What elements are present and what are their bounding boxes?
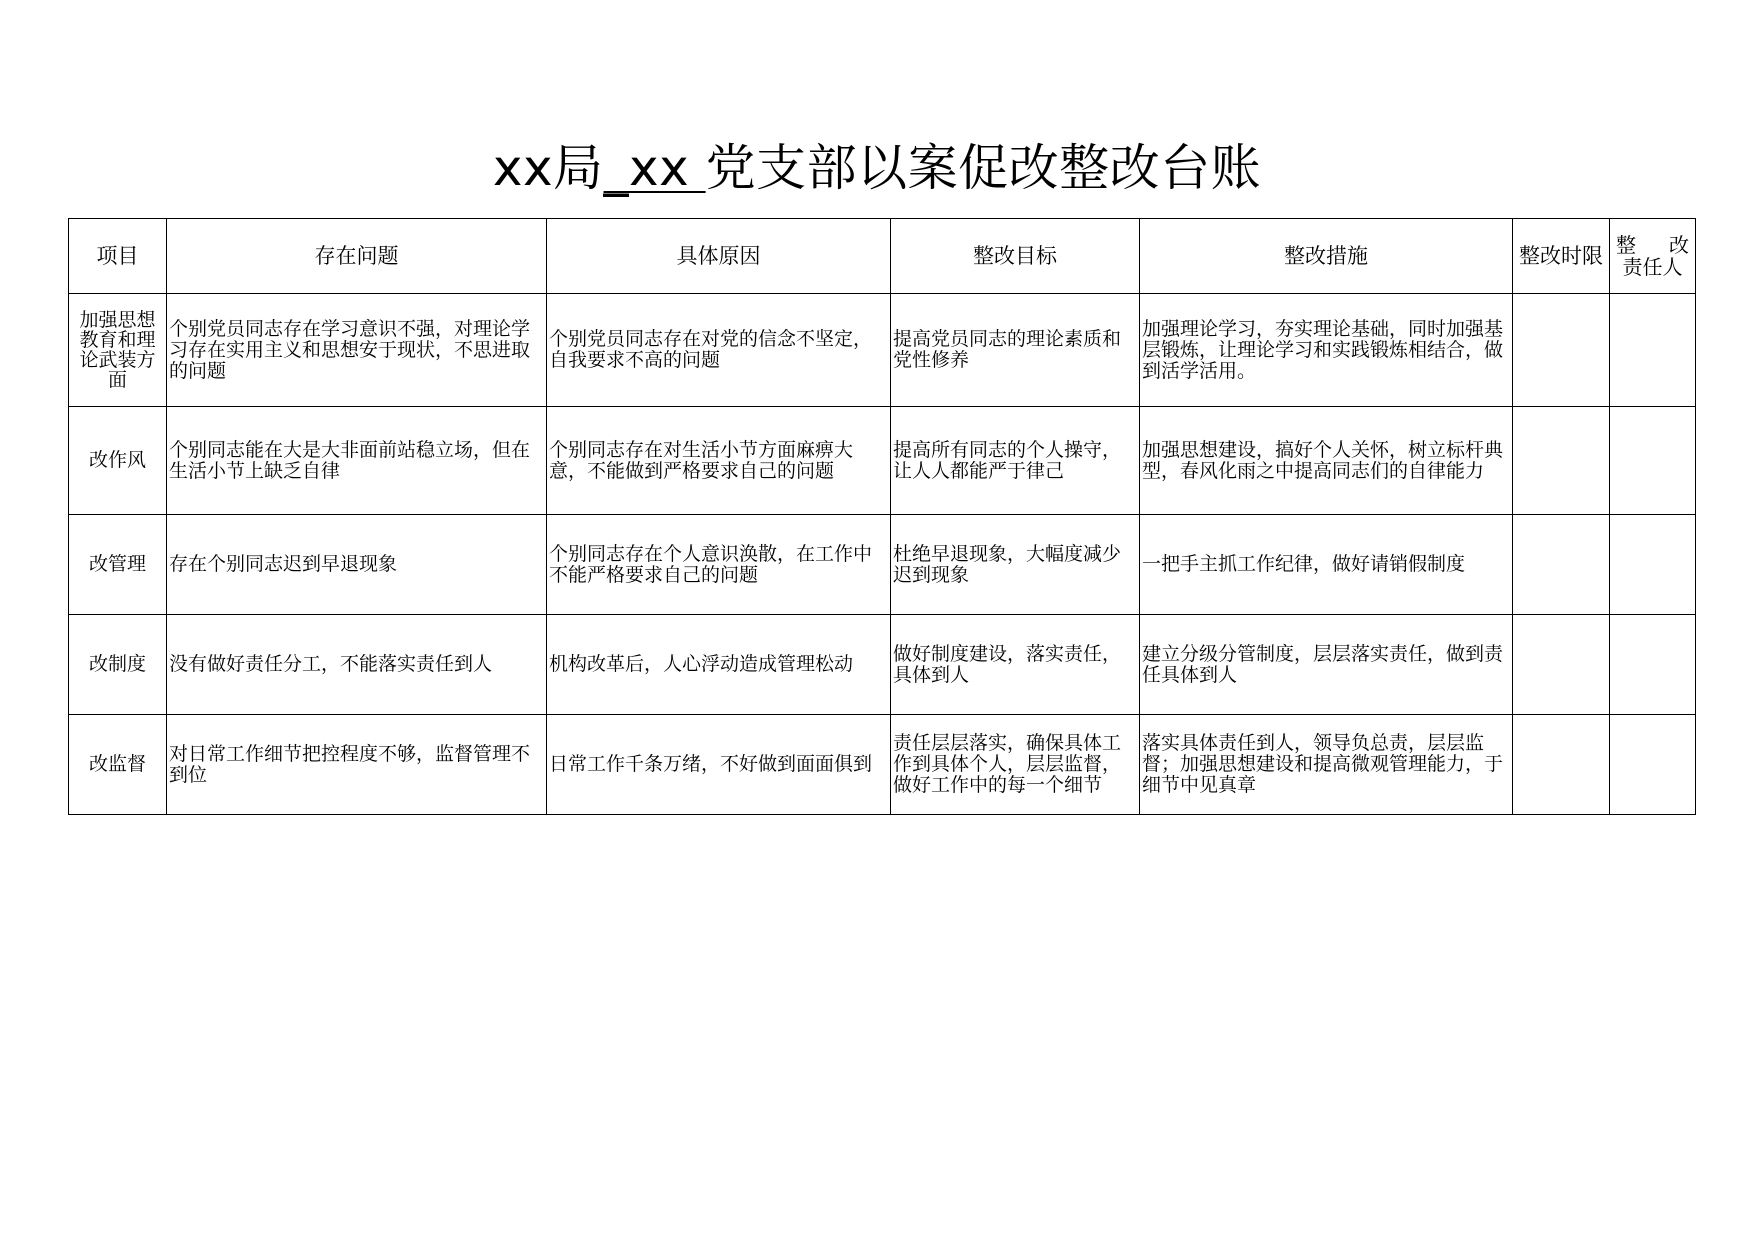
- cell-goal: 提高所有同志的个人操守，让人人都能严于律己: [891, 407, 1140, 515]
- cell-measure: 加强思想建设，搞好个人关怀，树立标杆典型，春风化雨之中提高同志们的自律能力: [1140, 407, 1513, 515]
- cell-measure: 建立分级分管制度，层层落实责任，做到责任具体到人: [1140, 615, 1513, 715]
- cell-goal: 杜绝早退现象，大幅度减少迟到现象: [891, 515, 1140, 615]
- cell-responsible: [1610, 515, 1696, 615]
- cell-cause: 个别同志存在个人意识涣散，在工作中不能严格要求自己的问题: [547, 515, 891, 615]
- header-responsible-line1: 整 改: [1616, 233, 1689, 257]
- header-item: 项目: [69, 219, 167, 294]
- page-title: [0, 128, 1754, 208]
- cell-item: 改监督: [69, 715, 167, 815]
- cell-goal: 责任层层落实，确保具体工作到具体个人，层层监督，做好工作中的每一个细节: [891, 715, 1140, 815]
- table-header-row: [69, 219, 1696, 294]
- table-row: [69, 615, 1696, 715]
- table-row: [69, 515, 1696, 615]
- cell-responsible: [1610, 294, 1696, 407]
- cell-item: 改制度: [69, 615, 167, 715]
- table-row: [69, 715, 1696, 815]
- cell-deadline: [1513, 294, 1610, 407]
- header-deadline: 整改时限: [1513, 219, 1610, 294]
- cell-deadline: [1513, 715, 1610, 815]
- title-part-main: 党支部以案促改整改台账: [705, 139, 1262, 197]
- header-goal: 整改目标: [891, 219, 1140, 294]
- table-row: [69, 294, 1696, 407]
- cell-item: 改管理: [69, 515, 167, 615]
- cell-cause: 机构改革后，人心浮动造成管理松动: [547, 615, 891, 715]
- cell-responsible: [1610, 407, 1696, 515]
- cell-item: 改作风: [69, 407, 167, 515]
- cell-problem: 个别党员同志存在学习意识不强，对理论学习存在实用主义和思想安于现状，不思进取的问题: [167, 294, 547, 407]
- header-cause: 具体原因: [547, 219, 891, 294]
- header-responsible-line2: 责任人: [1622, 255, 1683, 279]
- cell-problem: 个别同志能在大是大非面前站稳立场，但在生活小节上缺乏自律: [167, 407, 547, 515]
- cell-measure: 一把手主抓工作纪律，做好请销假制度: [1140, 515, 1513, 615]
- header-problem: 存在问题: [167, 219, 547, 294]
- cell-cause: 个别同志存在对生活小节方面麻痹大意，不能做到严格要求自己的问题: [547, 407, 891, 515]
- cell-problem: 没有做好责任分工，不能落实责任到人: [167, 615, 547, 715]
- cell-goal: 做好制度建设，落实责任，具体到人: [891, 615, 1140, 715]
- cell-deadline: [1513, 515, 1610, 615]
- cell-cause: 个别党员同志存在对党的信念不坚定，自我要求不高的问题: [547, 294, 891, 407]
- cell-deadline: [1513, 407, 1610, 515]
- table-row: [69, 407, 1696, 515]
- title-part-bureau: xx局: [492, 139, 604, 197]
- cell-item: 加强思想教育和理论武装方面: [69, 294, 167, 407]
- title-part-placeholder: _xx: [603, 139, 706, 197]
- cell-problem: 对日常工作细节把控程度不够，监督管理不到位: [167, 715, 547, 815]
- rectification-ledger-table: [68, 218, 1696, 815]
- header-measure: 整改措施: [1140, 219, 1513, 294]
- cell-goal: 提高党员同志的理论素质和党性修养: [891, 294, 1140, 407]
- cell-measure: 落实具体责任到人，领导负总责，层层监督；加强思想建设和提高微观管理能力，于细节中见真章: [1140, 715, 1513, 815]
- cell-responsible: [1610, 615, 1696, 715]
- cell-cause: 日常工作千条万绪，不好做到面面俱到: [547, 715, 891, 815]
- cell-responsible: [1610, 715, 1696, 815]
- cell-problem: 存在个别同志迟到早退现象: [167, 515, 547, 615]
- cell-measure: 加强理论学习，夯实理论基础，同时加强基层锻炼，让理论学习和实践锻炼相结合，做到活学活用。: [1140, 294, 1513, 407]
- cell-deadline: [1513, 615, 1610, 715]
- header-responsible: [1610, 219, 1696, 294]
